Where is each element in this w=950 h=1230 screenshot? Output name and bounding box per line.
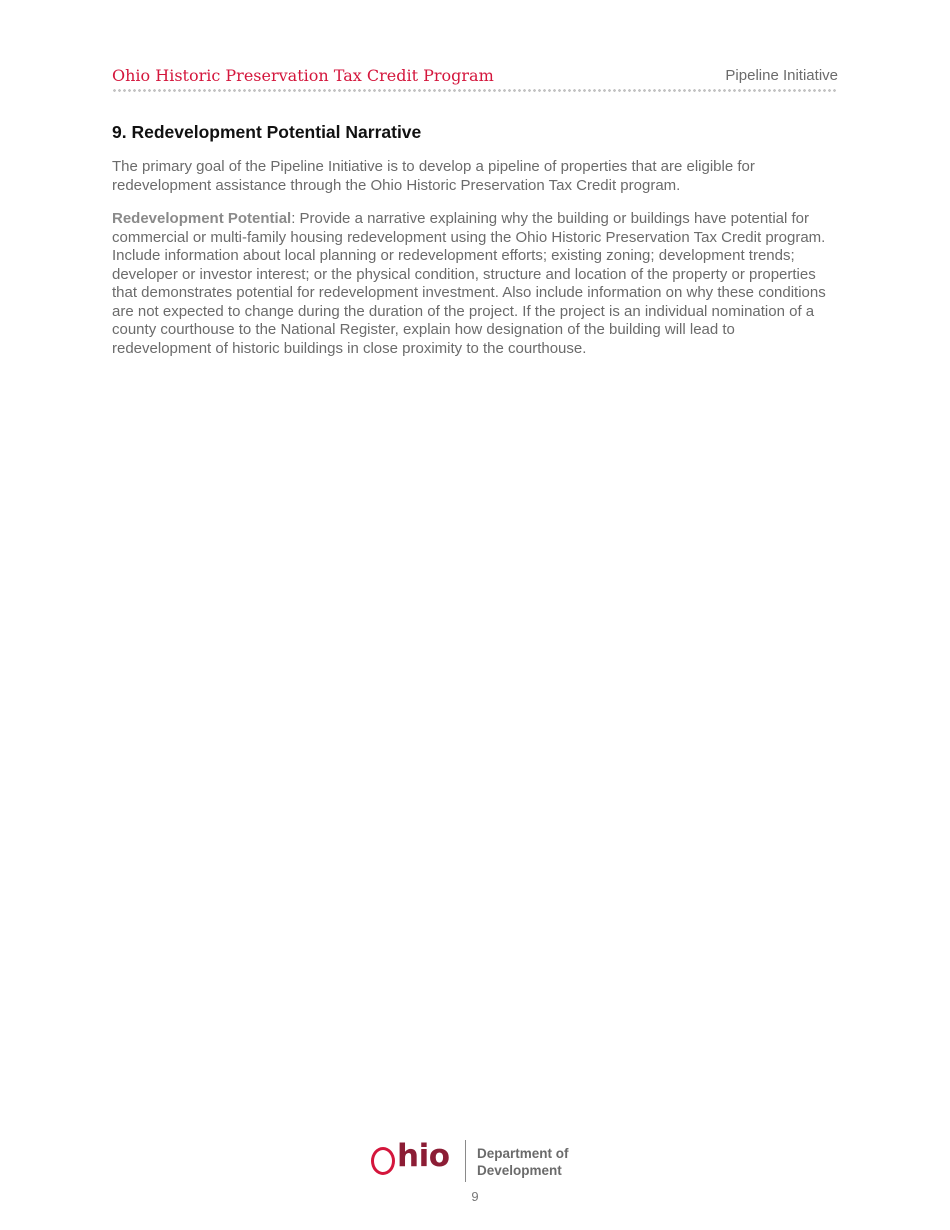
logo-department-text (477, 1145, 569, 1179)
logo-dept-line1: Department of (477, 1146, 569, 1161)
page-footer (0, 1138, 950, 1186)
intro-paragraph: The primary goal of the Pipeline Initiative is to develop a pipeline of properties that are eligible for redevelopment assistance through the Ohio Historic Preservation Tax Credit program. (112, 158, 755, 194)
program-title: Ohio Historic Preservation Tax Credit Program (112, 66, 494, 85)
redevelopment-potential-text: : Provide a narrative explaining why the building or buildings have potential for commercial or multi-family housing redevelopment using the Ohio Historic Preservation Tax Credit program. Include information about local planning or redevelopment efforts; existing zoning; development trends; developer or investor interest; or the physical condition, structure and location of the property or properties that demonstrates potential for redevelopment investment. Also include information on why these conditions are not expected to change during the duration of the project. If the project is an individual nomination of a county courthouse to the National Register, explain how designation of the building will lead to redevelopment of historic buildings in close proximity to the courthouse. (112, 210, 826, 357)
logo-o-icon (371, 1147, 395, 1175)
logo-divider (465, 1140, 466, 1182)
page-header (112, 66, 838, 88)
section-label: Pipeline Initiative (725, 67, 838, 84)
redevelopment-potential-label: Redevelopment Potential (112, 210, 292, 227)
redevelopment-potential-paragraph (112, 210, 838, 358)
logo-dept-line2: Development (477, 1163, 562, 1178)
header-divider (112, 89, 838, 92)
page-number: 9 (471, 1189, 479, 1204)
ohio-development-logo (371, 1138, 601, 1184)
main-content (112, 121, 838, 373)
section-title: 9. Redevelopment Potential Narrative (112, 122, 422, 142)
logo-wordmark: hio (397, 1138, 450, 1174)
